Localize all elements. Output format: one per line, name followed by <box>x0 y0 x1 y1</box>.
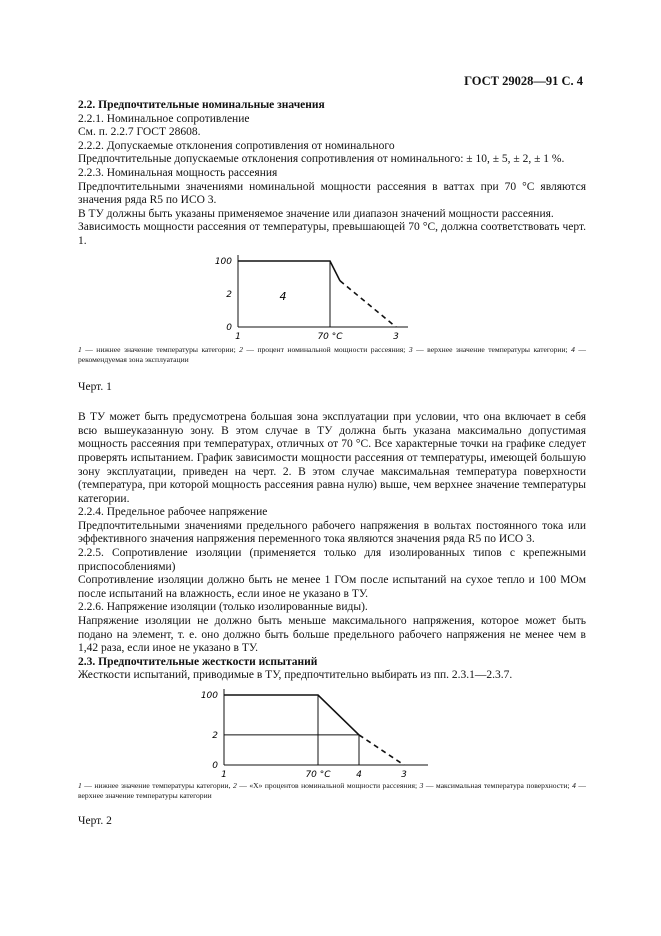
series-line-solid <box>224 695 359 735</box>
x-tick-label: 70 °C <box>317 331 343 342</box>
y-tick-label: 2 <box>212 730 218 741</box>
chart-2 <box>78 683 586 781</box>
page-header: ГОСТ 29028—91 С. 4 <box>464 74 583 88</box>
y-tick-label: 0 <box>226 322 232 333</box>
insulation-resistance-text: Сопротивление изоляции должно быть не менее 1 ГОм после испытаний на сухое тепло и 100 МОм после испытаний на влажность, если иное не указано в ТУ. <box>78 574 586 600</box>
x-tick-label: 3 <box>393 331 399 342</box>
section-2-2-3: 2.2.3. Номинальная мощность рассеяния <box>78 166 278 179</box>
chart-1 <box>78 249 586 345</box>
x-tick-label: 1 <box>235 331 241 342</box>
caption-1-n2: 2 <box>239 344 243 354</box>
caption-2-t2: — «X» процентов номинальной мощности рассеяния; <box>236 781 420 790</box>
power-paragraph-1: Предпочтительными значениями номинальной мощности рассеяния в ваттах при 70 °С являются значения ряда R5 по ИСО 3. <box>78 180 586 207</box>
insulation-voltage-text: Напряжение изоляции не должно быть меньше максимального напряжения, которое может быть подано на элемент, т. е. оно должно быть больше предельного рабочего напряжения не менее чем в 1,42 раза, если иное не указано в ТУ. <box>78 615 586 655</box>
x-tick-label: 4 <box>356 770 362 780</box>
caption-2-n1: 1 <box>78 781 82 790</box>
caption-2-t3: — максимальная температура поверхности; <box>423 781 573 790</box>
tolerance-text: Предпочтительные допускаемые отклонения сопротивления от номинального: ± 10, ± 5, ± 2, ± 1 %. <box>78 153 565 166</box>
section-2-2-2: 2.2.2. Допускаемые отклонения сопротивления от номинального <box>78 139 395 152</box>
see-reference: См. п. 2.2.7 ГОСТ 28608. <box>78 126 201 139</box>
caption-1-t1: — нижнее значение температуры категории; <box>81 344 240 354</box>
y-tick-label: 2 <box>226 289 232 300</box>
caption-1-t3: — верхнее значение температуры категории; <box>412 344 572 354</box>
section-2-2-heading: 2.2. Предпочтительные номинальные значения <box>78 99 325 111</box>
x-tick-label: 3 <box>401 770 407 780</box>
caption-2-t1: — нижнее значение температуры категории, <box>81 781 233 790</box>
caption-1-t2: — процент номинальной мощности рассеяния; <box>242 344 409 354</box>
section-2-2-6: 2.2.6. Напряжение изоляции (только изолированные виды). <box>78 601 368 614</box>
x-tick-label: 70 °C <box>305 770 331 780</box>
series-line-dashed <box>359 735 404 765</box>
section-2-3-heading: 2.3. Предпочтительные жесткости испытаний <box>78 655 318 668</box>
section-2-2-5: 2.2.5. Сопротивление изоляции (применяется только для изолированных типов с крепежными приспособлениями) <box>78 547 586 573</box>
power-paragraph-3: Зависимость мощности рассеяния от температуры, превышающей 70 °С, должна соответствовать черт. 1. <box>78 221 586 247</box>
series-line-dashed <box>340 280 396 326</box>
y-tick-label: 100 <box>200 691 218 701</box>
power-paragraph-2: В ТУ должны быть указаны применяемое значение или диапазон значений мощности рассеяния. <box>78 207 554 220</box>
caption-2-n4: 4 <box>572 781 576 790</box>
chart-1-marks <box>215 255 408 342</box>
caption-2-t4: — верхнее значение температуры категории <box>78 781 586 800</box>
caption-1-t4: — рекомендуемая зона эксплуатации <box>78 344 586 364</box>
chart-2-caption <box>78 781 586 801</box>
caption-1-n1: 1 <box>78 344 82 354</box>
chart-1-label: Черт. 1 <box>78 380 112 393</box>
chart-2-label: Черт. 2 <box>78 815 112 827</box>
y-tick-label: 100 <box>214 256 232 267</box>
caption-2-n2: 2 <box>233 781 237 790</box>
chart-2-marks <box>201 689 428 780</box>
severity-text: Жесткости испытаний, приводимые в ТУ, предпочтительно выбирать из пп. 2.3.1—2.3.7. <box>78 669 513 682</box>
zone-label: 4 <box>279 289 287 303</box>
section-2-2-4: 2.2.4. Предельное рабочее напряжение <box>78 506 268 519</box>
chart-1-caption <box>78 345 586 365</box>
voltage-paragraph: Предпочтительными значениями предельного рабочего напряжения в вольтах постоянного тока или эффективного значения напряжения переменного тока являются значения ряда R5 по ИСО 3. <box>78 519 586 546</box>
section-2-2-1: 2.2.1. Номинальное сопротивление <box>78 112 250 125</box>
x-tick-label: 1 <box>221 770 227 780</box>
caption-2-n3: 3 <box>419 781 424 790</box>
zone-paragraph: В ТУ может быть предусмотрена большая зона эксплуатации при условии, что она включает в себя всю вышеуказанную зону. В этом случае в ТУ должна быть указана максимально допустимая мощность рассеяния при температурах, отличных от 70 °С. Все характерные точки на графике следует проверять испытанием. График зависимости мощности рассеяния от температуры, имеющей большую зону эксплуатации, приведен на черт. 2. В этом случае максимальная температура поверхности (температура, при которой мощность рассеяния равна нулю) выше, чем верхнее значение температуры категории. <box>78 411 586 505</box>
caption-1-n4: 4 <box>571 344 575 354</box>
document-body <box>78 99 586 829</box>
series-line-solid <box>238 261 340 281</box>
caption-1-n3: 3 <box>408 344 413 354</box>
y-tick-label: 0 <box>212 761 218 771</box>
